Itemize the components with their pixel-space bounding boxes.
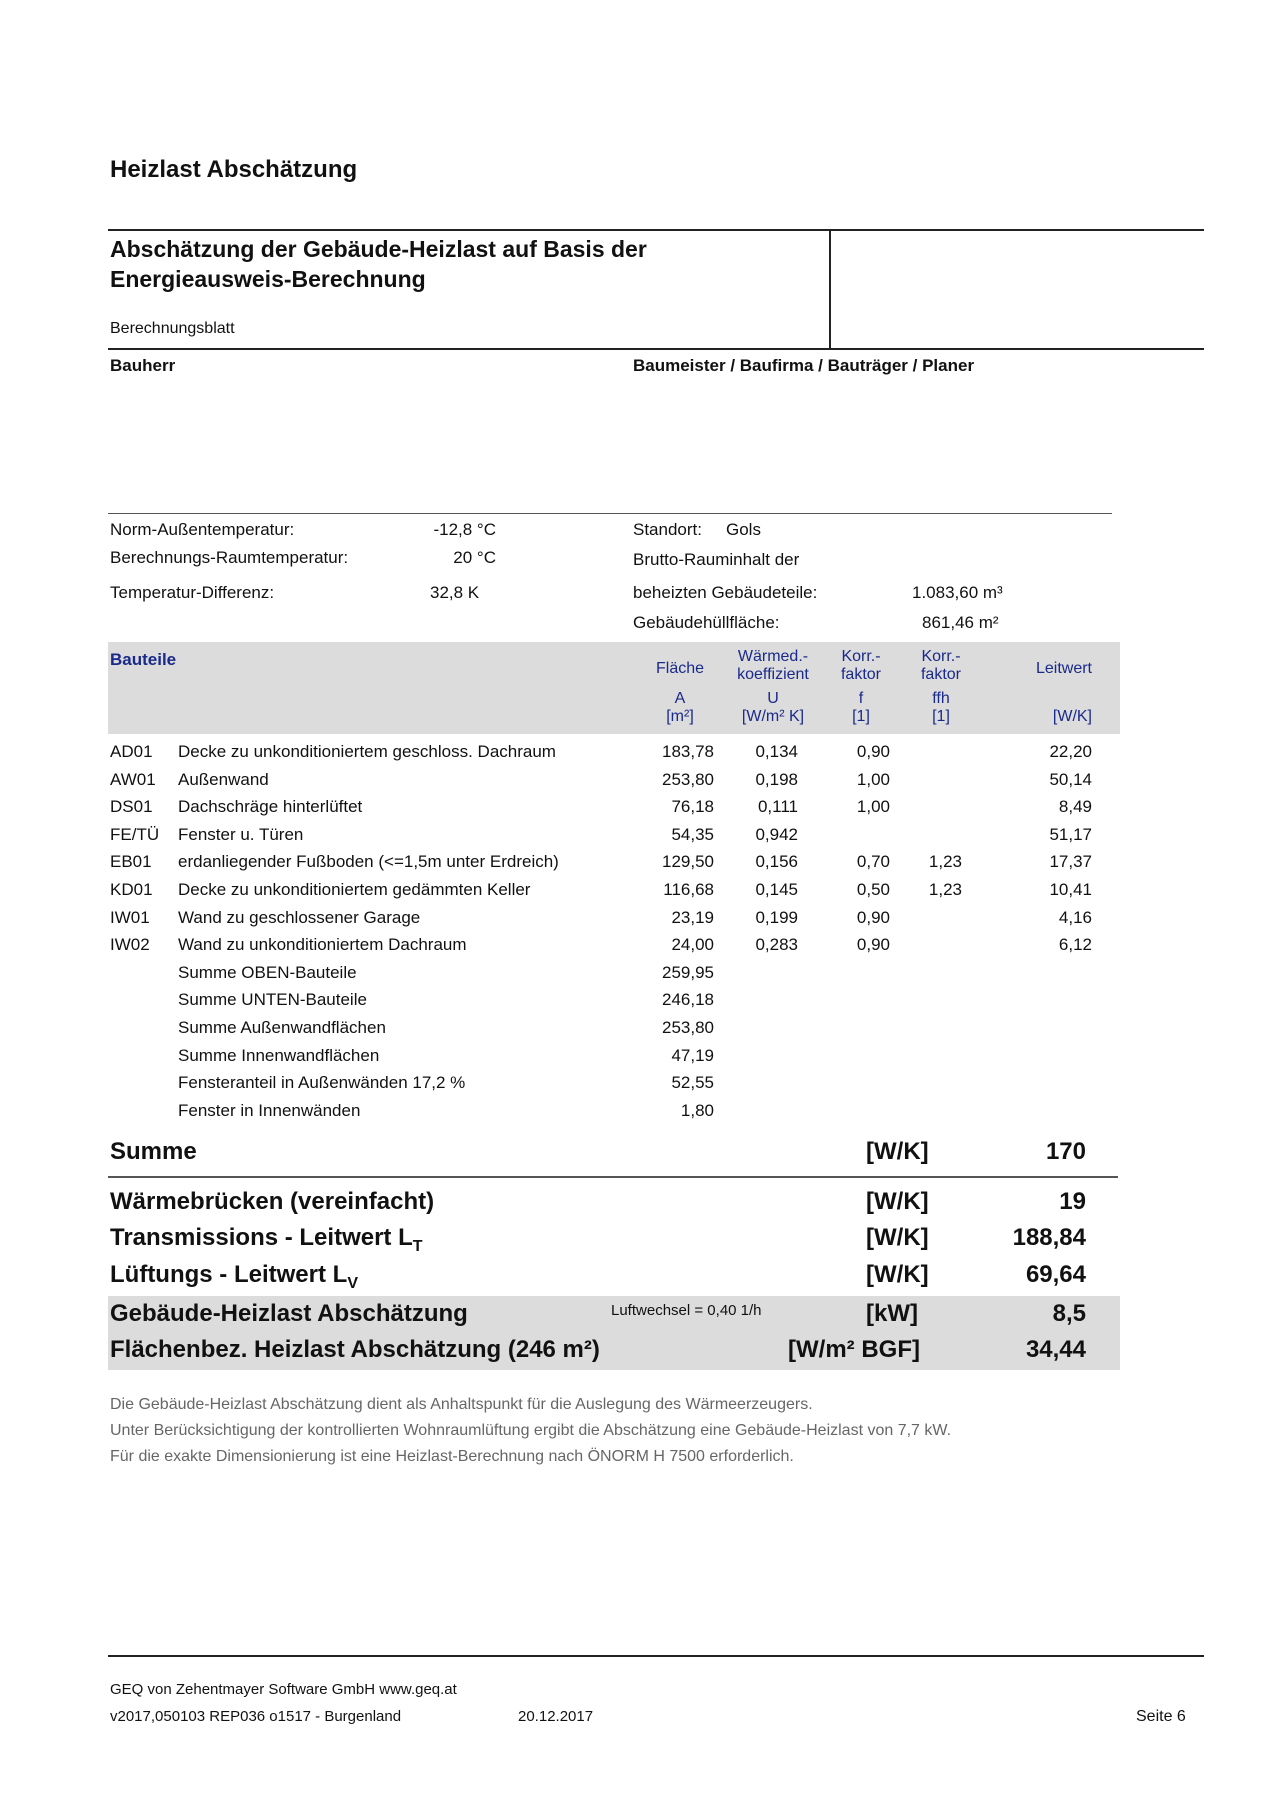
cell-a: 76,18: [671, 797, 714, 817]
col-flaeche-title: Fläche: [655, 660, 705, 677]
cell-name: Wand zu geschlossener Garage: [178, 907, 421, 927]
col-waerme-unit: [W/m² K]: [741, 708, 805, 725]
cell-l: 10,41: [1049, 880, 1092, 899]
cell-code: DS01: [110, 797, 153, 817]
header-subtitle: Berechnungsblatt: [110, 320, 235, 337]
col-bauteile-header: Bauteile: [110, 650, 177, 669]
col-korr-ffh-title-1: Korr.-: [921, 648, 961, 665]
header-title: [110, 234, 647, 294]
cell-f: 0,90: [856, 935, 890, 955]
summe-unit: [W/K]: [866, 1138, 929, 1165]
table-row: [0, 797, 1280, 825]
fh-value: 34,44: [1025, 1336, 1086, 1363]
header-bottom-rule: [108, 348, 1204, 350]
note-line: Unter Berücksichtigung der kontrollierten Wohnraumlüftung ergibt die Abschätzung eine Gebäude-Heizlast von 7,7 kW.: [110, 1422, 952, 1439]
cell-code: IW02: [110, 935, 150, 955]
brutto-value: 1.083,60 m³: [912, 583, 1003, 602]
cell-name: Fenster in Innenwänden: [178, 1100, 361, 1120]
cell-u: 0,199: [755, 907, 798, 927]
cell-l: 51,17: [1049, 824, 1092, 844]
col-korr-f-header: [830, 648, 892, 726]
lt-label: [110, 1224, 423, 1256]
cell-code: KD01: [110, 880, 153, 899]
fh-unit: [W/m² BGF]: [788, 1336, 920, 1363]
cell-a: 1,80: [680, 1100, 714, 1120]
cell-a: 253,80: [662, 769, 714, 789]
cell-name: Wand zu unkonditioniertem Dachraum: [178, 935, 467, 955]
cell-u: 0,198: [755, 769, 798, 789]
table-row: [0, 880, 1280, 908]
cell-name: Decke zu unkonditioniertem gedämmten Keller: [178, 880, 531, 899]
notes: [110, 1392, 951, 1470]
footer-line1: GEQ von Zehentmayer Software GmbH www.geq.at: [110, 1681, 457, 1698]
cell-f: 0,90: [856, 742, 890, 761]
cell-a: 129,50: [662, 852, 714, 872]
cell-l: 17,37: [1049, 852, 1092, 872]
col-waerme-symbol: U: [767, 690, 779, 707]
header-top-rule: [108, 229, 1204, 231]
col-flaeche-unit: [m²]: [666, 708, 694, 725]
cell-a: 253,80: [662, 1018, 714, 1037]
note-line: Die Gebäude-Heizlast Abschätzung dient als Anhaltspunkt für die Auslegung des Wärmeerzeugers.: [110, 1396, 813, 1413]
cell-u: 0,145: [755, 880, 798, 899]
table-row: [0, 963, 1280, 991]
table-row: [0, 1046, 1280, 1074]
cell-name: Summe Innenwandflächen: [178, 1045, 380, 1065]
lt-label-text: Transmissions - Leitwert L: [110, 1224, 413, 1251]
col-flaeche-symbol: A: [674, 690, 686, 707]
cell-f: 1,00: [856, 797, 890, 817]
cell-ffh: 1,23: [928, 880, 962, 899]
col-waerme-title-1: Wärmed.-: [737, 648, 809, 665]
gh-label: Gebäude-Heizlast Abschätzung: [110, 1300, 468, 1327]
cell-f: 1,00: [856, 769, 890, 789]
cell-u: 0,111: [757, 797, 798, 817]
cell-f: 0,70: [856, 852, 890, 872]
table-row: [0, 852, 1280, 880]
col-leitwert-title: Leitwert: [1035, 660, 1092, 677]
lv-value: 69,64: [1025, 1261, 1086, 1288]
raum-temp-label: Berechnungs-Raumtemperatur:: [110, 548, 349, 567]
cell-a: 24,00: [671, 935, 714, 955]
gh-unit: [kW]: [866, 1300, 918, 1327]
summe-rule: [108, 1176, 1118, 1178]
summe-label: Summe: [110, 1138, 197, 1165]
cell-f: 0,50: [856, 880, 890, 899]
header-divider: [829, 230, 831, 348]
wb-unit: [W/K]: [866, 1188, 929, 1215]
lt-value: 188,84: [1012, 1224, 1086, 1251]
cell-name: Fensteranteil in Außenwänden 17,2 %: [178, 1073, 466, 1093]
summe-value: 170: [1045, 1138, 1086, 1165]
col-waerme-header: [718, 648, 828, 726]
col-leitwert-unit: [W/K]: [1052, 708, 1092, 725]
cell-a: 54,35: [671, 824, 714, 844]
huell-value: 861,46 m²: [922, 613, 999, 632]
cell-a: 116,68: [663, 880, 714, 899]
norm-temp-label: Norm-Außentemperatur:: [110, 520, 295, 539]
footer-page: Seite 6: [1136, 1708, 1186, 1725]
cell-code: AW01: [110, 769, 156, 789]
table-row: [0, 825, 1280, 853]
cell-u: 0,156: [755, 852, 798, 872]
lv-label: [110, 1261, 358, 1293]
cell-code: IW01: [110, 907, 150, 927]
table-row: [0, 908, 1280, 936]
table-row: [0, 1101, 1280, 1129]
cell-ffh: 1,23: [928, 852, 962, 872]
table-row: [0, 770, 1280, 798]
cell-name: Decke zu unkonditioniertem geschloss. Dachraum: [178, 742, 556, 761]
planer-label: Baumeister / Baufirma / Bauträger / Planer: [633, 356, 975, 375]
brutto-label-2: beheizten Gebäudeteile:: [633, 583, 818, 602]
cell-a: 52,55: [671, 1073, 714, 1093]
lv-label-sub: V: [347, 1274, 358, 1292]
cell-l: 50,14: [1049, 769, 1092, 789]
col-korr-f-symbol: f: [858, 690, 864, 707]
col-waerme-title-2: koeffizient: [737, 666, 809, 683]
page-title: Heizlast Abschätzung: [110, 156, 358, 183]
cell-u: 0,134: [755, 742, 798, 761]
lv-label-text: Lüftungs - Leitwert L: [110, 1261, 348, 1288]
lv-unit: [W/K]: [866, 1261, 929, 1288]
cell-f: 0,90: [856, 907, 890, 927]
col-leitwert-header: [1010, 660, 1092, 726]
wb-label: Wärmebrücken (vereinfacht): [110, 1188, 435, 1215]
footer-rule: [108, 1655, 1204, 1657]
cell-l: 6,12: [1058, 935, 1092, 955]
cell-a: 47,19: [671, 1045, 714, 1065]
col-korr-f-title-1: Korr.-: [841, 648, 881, 665]
header-title-line2: Energieausweis-Berechnung: [110, 266, 426, 292]
cell-code: EB01: [110, 852, 152, 872]
table-row: [0, 990, 1280, 1018]
fh-label: Flächenbez. Heizlast Abschätzung (246 m²): [110, 1336, 600, 1363]
cell-name: erdanliegender Fußboden (<=1,5m unter Erdreich): [178, 852, 559, 872]
col-korr-ffh-symbol: ffh: [932, 690, 950, 707]
col-korr-f-title-2: faktor: [840, 666, 881, 683]
table-row: [0, 935, 1280, 963]
col-korr-ffh-header: [906, 648, 976, 726]
cell-l: 4,16: [1058, 907, 1092, 927]
params-rule: [108, 513, 1112, 514]
cell-a: 183,78: [662, 742, 714, 761]
huell-label: Gebäudehüllfläche:: [633, 613, 780, 632]
cell-name: Dachschräge hinterlüftet: [178, 797, 363, 817]
col-korr-ffh-unit: [1]: [932, 708, 950, 725]
header-title-line1: Abschätzung der Gebäude-Heizlast auf Basis der: [110, 236, 647, 262]
gh-value: 8,5: [1052, 1300, 1086, 1327]
footer-date: 20.12.2017: [518, 1708, 594, 1725]
norm-temp-value: -12,8 °C: [433, 520, 496, 539]
cell-a: 23,19: [671, 907, 714, 927]
wb-value: 19: [1059, 1188, 1086, 1215]
cell-l: 8,49: [1058, 797, 1092, 817]
diff-value: 32,8 K: [430, 583, 480, 602]
cell-name: Summe OBEN-Bauteile: [178, 962, 357, 982]
cell-a: 246,18: [662, 990, 714, 1010]
luftwechsel-note: Luftwechsel = 0,40 1/h: [611, 1302, 762, 1319]
raum-temp-value: 20 °C: [453, 548, 496, 567]
brutto-label-1: Brutto-Rauminhalt der: [633, 550, 800, 569]
cell-u: 0,283: [755, 935, 798, 955]
cell-name: Summe Außenwandflächen: [178, 1018, 386, 1037]
table-row: [0, 1073, 1280, 1101]
cell-l: 22,20: [1049, 742, 1092, 761]
standort-label: Standort:: [633, 520, 702, 539]
col-korr-ffh-title-2: faktor: [920, 666, 961, 683]
cell-name: Summe UNTEN-Bauteile: [178, 990, 367, 1010]
footer-line2: v2017,050103 REP036 o1517 - Burgenland: [110, 1708, 402, 1725]
col-flaeche-header: [642, 660, 718, 726]
table-row: [0, 1018, 1280, 1046]
cell-a: 259,95: [662, 962, 714, 982]
cell-name: Außenwand: [178, 769, 269, 789]
col-korr-f-unit: [1]: [852, 708, 870, 725]
lt-unit: [W/K]: [866, 1224, 929, 1251]
cell-u: 0,942: [755, 824, 798, 844]
cell-code: AD01: [110, 742, 153, 761]
standort-value: Gols: [726, 520, 761, 539]
lt-label-sub: T: [412, 1237, 423, 1255]
table-row: [0, 742, 1280, 770]
note-line: Für die exakte Dimensionierung ist eine Heizlast-Berechnung nach ÖNORM H 7500 erforderlich.: [110, 1448, 794, 1465]
cell-code: FE/TÜ: [110, 824, 160, 844]
bauherr-label: Bauherr: [110, 356, 176, 375]
diff-label: Temperatur-Differenz:: [110, 583, 275, 602]
cell-name: Fenster u. Türen: [178, 824, 304, 844]
